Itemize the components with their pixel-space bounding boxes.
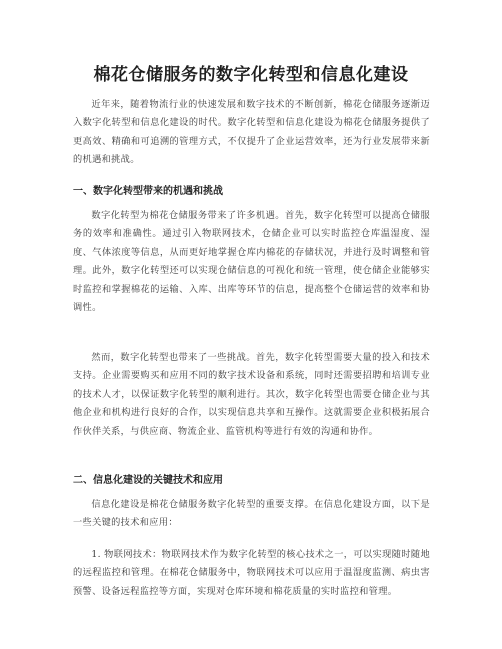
section-1-paragraph-1: 数字化转型为棉花仓储服务带来了许多机遇。首先，数字化转型可以提高仓储服务的效率和准确性。通过引入物联网技术，仓储企业可以实时监控仓库温湿度、湿度、气体浓度等信息，从而更好地掌握仓库内棉花的存储状况，并进行及时调整和管理。此外，数字化转型还可以实现仓储信息的可视化和统一管理，使仓储企业能够实时监控和掌握棉花的运输、入库、出库等环节的信息，提高整个仓储运营的效率和协调性。 — [73, 210, 430, 314]
section-1-heading: 一、数字化转型带来的机遇和挑战 — [73, 186, 223, 197]
section-2-heading: 二、信息化建设的关键技术和应用 — [73, 475, 223, 486]
document-title: 棉花仓储服务的数字化转型和信息化建设 — [93, 65, 409, 85]
section-1-paragraph-2: 然而，数字化转型也带来了一些挑战。首先，数字化转型需要大量的投入和技术支持。企业需要购买和应用不同的数字技术设备和系统，同时还需要招聘和培训专业的技术人才，以保证数字化转型的顺利进行。其次，数字化转型也需要仓储企业与其他企业和机构进行良好的合作，以实现信息共享和互操作。这就需要企业积极拓展合作伙伴关系，与供应商、物流企业、监管机构等进行有效的沟通和协作。 — [73, 352, 430, 437]
intro-paragraph: 近年来，随着物流行业的快速发展和数字技术的不断创新，棉花仓储服务逐渐迈入数字化转型和信息化建设的时代。数字化转型和信息化建设为棉花仓储服务提供了更高效、精确和可追溯的管理方式，不仅提升了企业运营效率，还为行业发展带来新的机遇和挑战。 — [73, 99, 430, 166]
section-2-paragraph-1: 信息化建设是棉花仓储服务数字化转型的重要支撑。在信息化建设方面，以下是一些关键的技术和应用： — [73, 499, 430, 529]
section-2-paragraph-2: 1. 物联网技术：物联网技术作为数字化转型的核心技术之一，可以实现随时随地的远程监控和管理。在棉花仓储服务中，物联网技术可以应用于温湿度监测、病虫害预警、设备远程监控等方面，实现对仓库环境和棉花质量的实时监控和管理。 — [73, 549, 430, 597]
